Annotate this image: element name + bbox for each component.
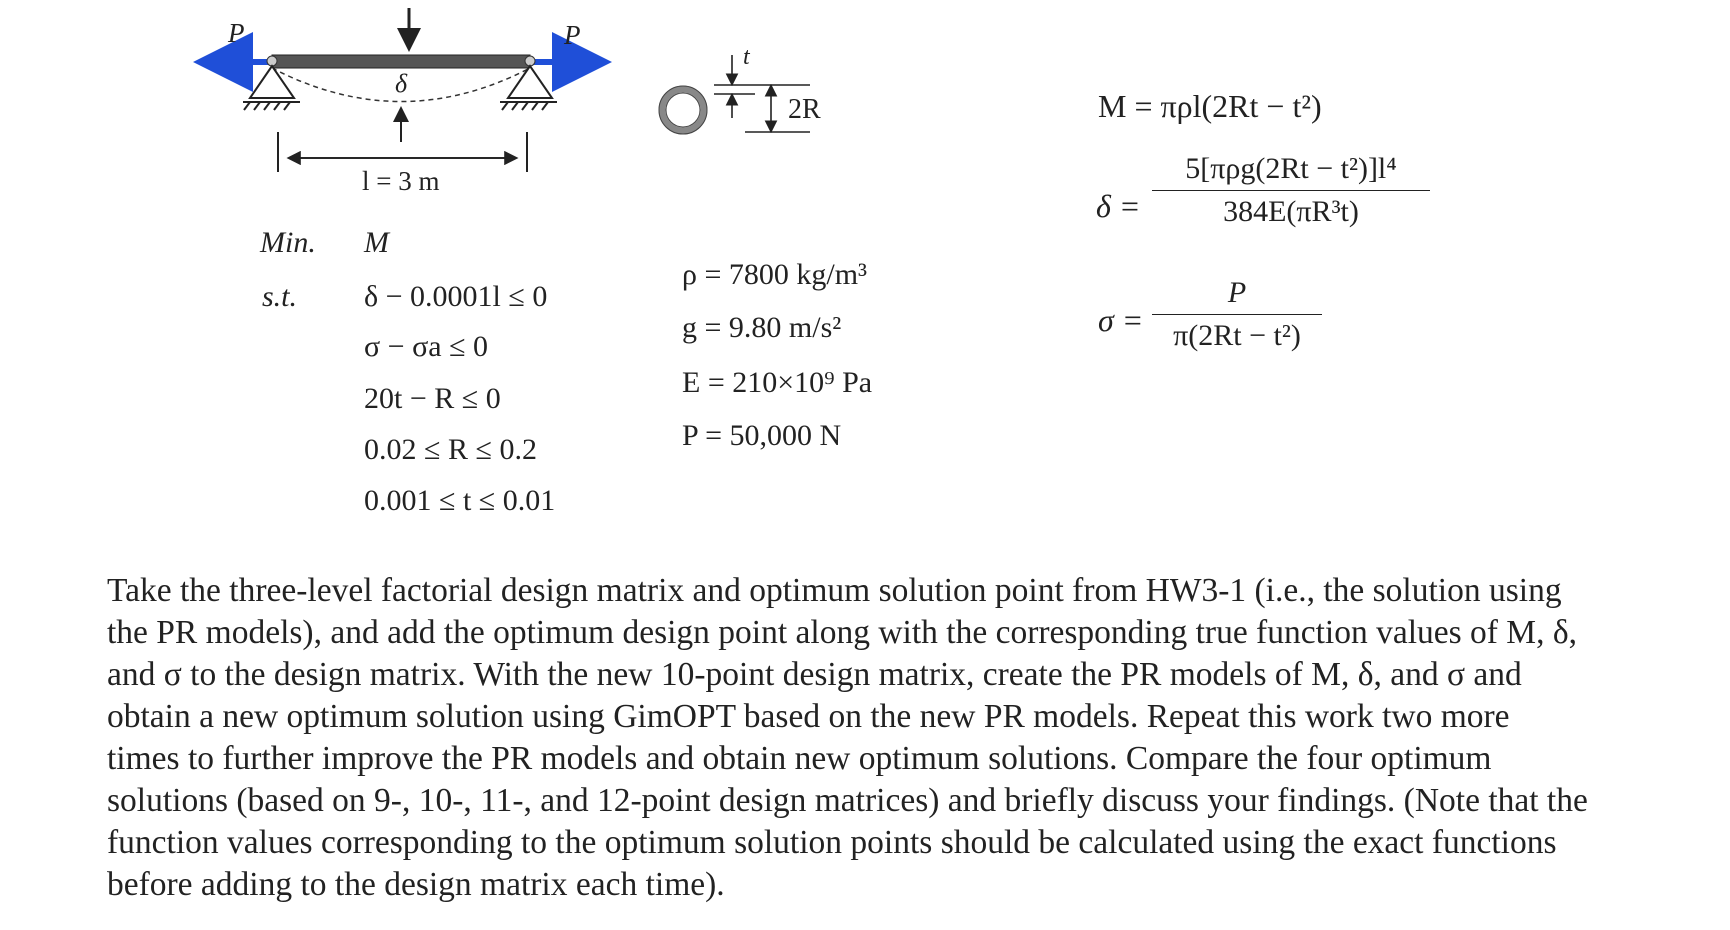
modulus-constant: E = 210×10⁹ Pa (682, 366, 873, 399)
moment-equation: M = πρl(2Rt − t²) (1098, 88, 1322, 124)
wall-thickness-label: t (743, 44, 750, 70)
density-constant: ρ = 7800 kg/m³ (682, 258, 868, 291)
deflection-symbol: δ = (1096, 188, 1141, 224)
objective: M (364, 226, 389, 259)
cross-section-figure (640, 30, 940, 150)
left-pin-support (243, 66, 300, 110)
gravity-constant: g = 9.80 m/s² (682, 311, 842, 344)
right-pin-support (500, 66, 557, 110)
stress-symbol: σ = (1098, 302, 1144, 338)
min-label: Min. (260, 226, 316, 259)
stress-numerator: P (1227, 276, 1247, 309)
st-label: s.t. (262, 280, 298, 313)
problem-statement: Take the three-level factorial design matrix and optimum solution point from HW3-1 (i.e., the solution using the PR models), and add the optimum design point along with the corresponding true function values of M, δ, and σ to the design matrix. With the new 10-point design matrix, create the PR models of M, δ, and σ and obtain a new optimum solution using GimOPT based on the new PR models. Repeat this work two more times to further improve the PR models and obtain new optimum solutions. Compare the four optimum solutions (based on 9-, 10-, 11-, and 12-point design matrices) and briefly discuss your findings. (Note that the function values corresponding to the optimum solution points should be calculated using the exact functions before adding to the design matrix each time). (107, 572, 1588, 903)
diameter-label: 2R (788, 94, 821, 125)
stress-denominator: π(2Rt − t²) (1173, 319, 1301, 352)
constraint-5: 0.001 ≤ t ≤ 0.01 (364, 484, 556, 517)
load-label-left: P (228, 18, 245, 48)
constraint-3: 20t − R ≤ 0 (364, 382, 501, 415)
stress-fraction (1152, 276, 1322, 353)
load-label-right: P (564, 20, 581, 50)
beam-figure (0, 0, 720, 220)
deflection-numerator: 5[πρg(2Rt − t²)]l⁴ (1185, 152, 1397, 185)
tube-section (662, 89, 704, 131)
deflection-fraction (1152, 152, 1430, 229)
constraint-1: δ − 0.0001l ≤ 0 (364, 280, 548, 313)
deflection-label: δ (395, 69, 408, 98)
span-label: l = 3 m (362, 166, 440, 196)
constraint-4: 0.02 ≤ R ≤ 0.2 (364, 433, 537, 466)
deflection-denominator: 384E(πR³t) (1223, 195, 1359, 228)
constraint-2: σ − σa ≤ 0 (364, 330, 489, 363)
deflection-fraction-bar (1152, 190, 1430, 191)
beam (272, 55, 530, 68)
stress-fraction-bar (1152, 314, 1322, 315)
load-constant: P = 50,000 N (682, 419, 842, 452)
